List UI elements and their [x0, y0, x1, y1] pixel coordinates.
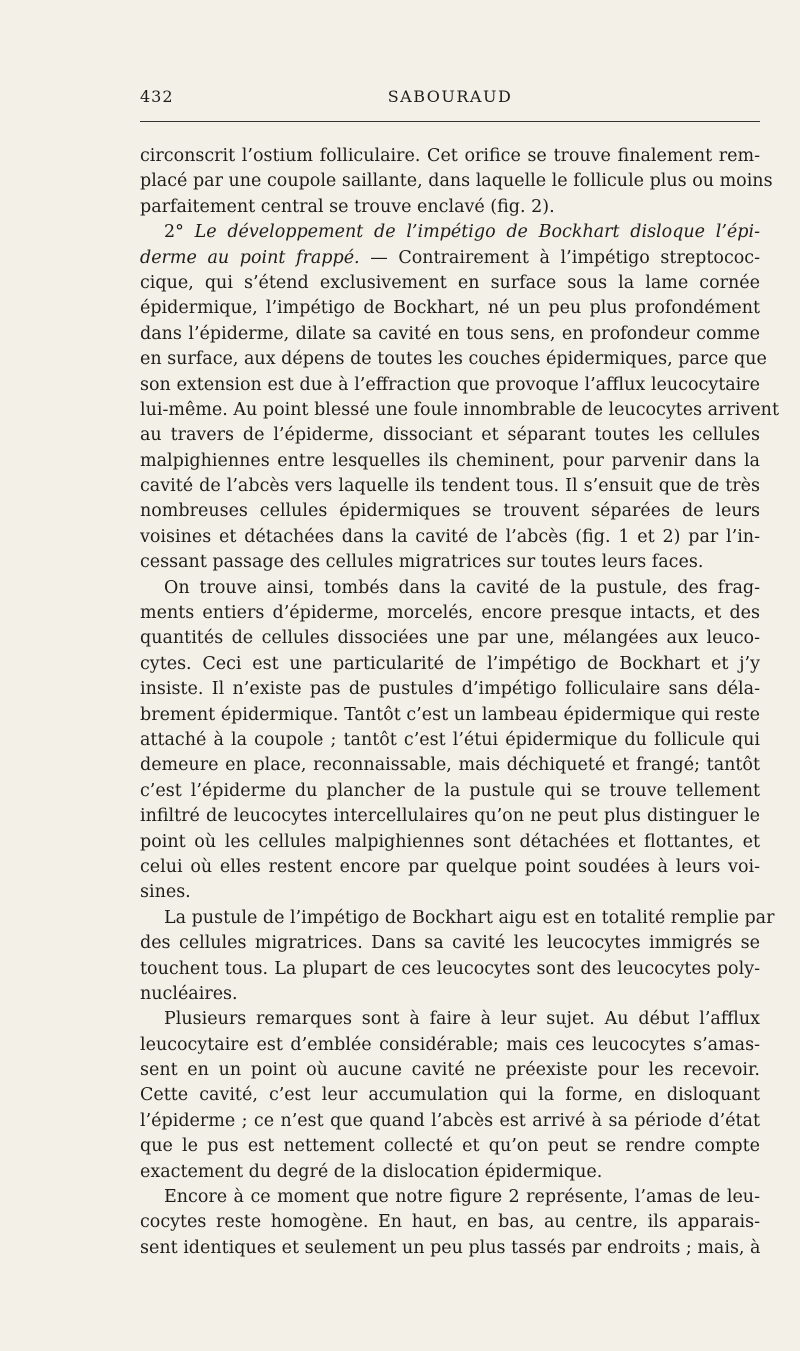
- text-line: [140, 373, 760, 398]
- line-text: infiltré de leucocytes intercellulaires qu’on ne peut plus distinguer le: [140, 806, 760, 827]
- text-line: [140, 677, 760, 702]
- line-text: circonscrit l’ostium folliculaire. Cet orifice se trouve finalement rem-: [140, 146, 760, 166]
- text-line: [140, 474, 760, 499]
- text-line: [140, 855, 760, 880]
- line-text: sines.: [140, 882, 191, 903]
- running-head: SABOURAUD: [387, 87, 513, 106]
- text-line: [140, 1236, 760, 1261]
- text-line: [140, 1185, 760, 1210]
- line-text: placé par une coupole saillante, dans laquelle le follicule plus ou moins: [140, 171, 773, 192]
- line-text: ments entiers d’épiderme, morcelés, encore presque intacts, et des: [140, 603, 760, 624]
- line-text: son extension est due à l’effraction que provoque l’afflux leucocytaire: [140, 374, 760, 395]
- text-line: [140, 753, 760, 778]
- line-text: parfaitement central se trouve enclavé (fig. 2).: [140, 196, 555, 217]
- text-line: [140, 626, 760, 651]
- text-line: [140, 1210, 760, 1235]
- line-text: attaché à la coupole ; tantôt c’est l’étui épidermique du follicule qui: [140, 729, 760, 750]
- text-line: [140, 779, 760, 804]
- text-line: [140, 296, 760, 321]
- line-text: cocytes reste homogène. En haut, en bas, au centre, ils apparais-: [140, 1212, 760, 1233]
- page-header: [140, 87, 760, 111]
- text-line: [140, 144, 760, 169]
- line-text: celui où elles restent encore par quelque point soudées à leurs voi-: [140, 856, 760, 877]
- line-text: lui-même. Au point blessé une foule innombrable de leucocytes arrivent: [140, 399, 779, 420]
- line-text: — Contrairement à l’impétigo streptococ-: [359, 247, 760, 268]
- line-text: Cette cavité, c’est leur accumulation qui la forme, en disloquant: [140, 1085, 760, 1106]
- text-line: [140, 347, 767, 372]
- line-text: en surface, aux dépens de toutes les couches épidermiques, parce que: [140, 349, 767, 370]
- text-line: [140, 1134, 760, 1159]
- text-line: [140, 931, 760, 956]
- text-line: [140, 1033, 760, 1058]
- line-text: brement épidermique. Tantôt c’est un lambeau épidermique qui reste: [140, 704, 760, 725]
- line-text: exactement du degré de la dislocation épidermique.: [140, 1161, 603, 1182]
- line-text: cytes. Ceci est une particularité de l’impétigo de Bockhart et j’y: [140, 653, 760, 674]
- text-line: [140, 906, 775, 931]
- text-line: [140, 957, 760, 982]
- line-text: épidermique, l’impétigo de Bockhart, né un peu plus profondément: [140, 298, 760, 319]
- line-text: cessant passage des cellules migratrices sur toutes leurs faces.: [140, 552, 704, 573]
- line-text: des cellules migratrices. Dans sa cavité les leucocytes immigrés se: [140, 933, 760, 954]
- text-line: [140, 169, 773, 194]
- text-line: [140, 728, 760, 753]
- text-line: [140, 525, 760, 550]
- line-text: quantités de cellules dissociées une par une, mélangées aux leuco-: [140, 628, 760, 649]
- text-line: [140, 982, 760, 1007]
- text-line: [140, 576, 760, 601]
- line-text: 2°: [164, 222, 195, 243]
- text-line: [140, 1058, 760, 1083]
- text-line: [140, 398, 779, 423]
- line-text: dans l’épiderme, dilate sa cavité en tous sens, en profondeur comme: [140, 323, 760, 344]
- text-line: [140, 550, 760, 575]
- line-text: Encore à ce moment que notre figure 2 représente, l’amas de leu-: [164, 1187, 760, 1208]
- line-text: insiste. Il n’existe pas de pustules d’impétigo folliculaire sans déla-: [140, 679, 760, 700]
- text-line: [140, 1007, 760, 1032]
- page-number: 432: [140, 87, 174, 106]
- body-text: [140, 144, 779, 1261]
- text-line: [140, 880, 760, 905]
- line-text: voisines et détachées dans la cavité de l’abcès (fig. 1 et 2) par l’in-: [140, 526, 760, 547]
- text-line: [140, 449, 760, 474]
- line-text: l’épiderme ; ce n’est que quand l’abcès est arrivé à sa période d’état: [140, 1110, 760, 1131]
- text-line: [140, 1109, 760, 1134]
- line-text: nucléaires.: [140, 983, 238, 1004]
- text-line: [140, 246, 760, 271]
- text-line: [140, 499, 760, 524]
- line-text: leucocytaire est d’emblée considérable; mais ces leucocytes s’amas-: [140, 1034, 760, 1055]
- line-text: point où les cellules malpighiennes sont détachées et flottantes, et: [140, 831, 760, 852]
- line-text: cavité de l’abcès vers laquelle ils tendent tous. Il s’ensuit que de très: [140, 476, 760, 497]
- line-text: nombreuses cellules épidermiques se trouvent séparées de leurs: [140, 501, 760, 522]
- text-line: [140, 601, 760, 626]
- text-line: [140, 423, 760, 448]
- line-text: cique, qui s’étend exclusivement en surface sous la lame cornée: [140, 272, 760, 293]
- line-text: malpighiennes entre lesquelles ils cheminent, pour parvenir dans la: [140, 450, 760, 471]
- italic-text: Le développement de l’impétigo de Bockhart disloque l’épi-: [194, 222, 760, 243]
- text-line: [140, 652, 760, 677]
- text-line: [140, 220, 760, 245]
- line-text: On trouve ainsi, tombés dans la cavité de la pustule, des frag-: [164, 577, 760, 598]
- line-text: demeure en place, reconnaissable, mais déchiqueté et frangé; tantôt: [140, 755, 760, 776]
- line-text: Plusieurs remarques sont à faire à leur sujet. Au début l’afflux: [164, 1009, 760, 1030]
- text-line: [140, 830, 760, 855]
- text-line: [140, 804, 760, 829]
- header-rule: [140, 121, 760, 122]
- line-text: c’est l’épiderme du plancher de la pustule qui se trouve tellement: [140, 780, 760, 801]
- text-line: [140, 703, 760, 728]
- line-text: sent en un point où aucune cavité ne préexiste pour les recevoir.: [140, 1060, 760, 1081]
- line-text: sent identiques et seulement un peu plus tassés par endroits ; mais, à: [140, 1237, 761, 1258]
- line-text: La pustule de l’impétigo de Bockhart aigu est en totalité remplie par: [164, 907, 775, 928]
- line-text: au travers de l’épiderme, dissociant et séparant toutes les cellules: [140, 425, 760, 446]
- line-text: touchent tous. La plupart de ces leucocytes sont des leucocytes poly-: [140, 958, 760, 979]
- line-text: que le pus est nettement collecté et qu’on peut se rendre compte: [140, 1136, 760, 1157]
- text-line: [140, 1160, 760, 1185]
- text-line: [140, 271, 760, 296]
- italic-text: derme au point frappé.: [140, 247, 360, 268]
- text-line: [140, 1083, 760, 1108]
- text-line: [140, 322, 760, 347]
- text-line: [140, 195, 760, 220]
